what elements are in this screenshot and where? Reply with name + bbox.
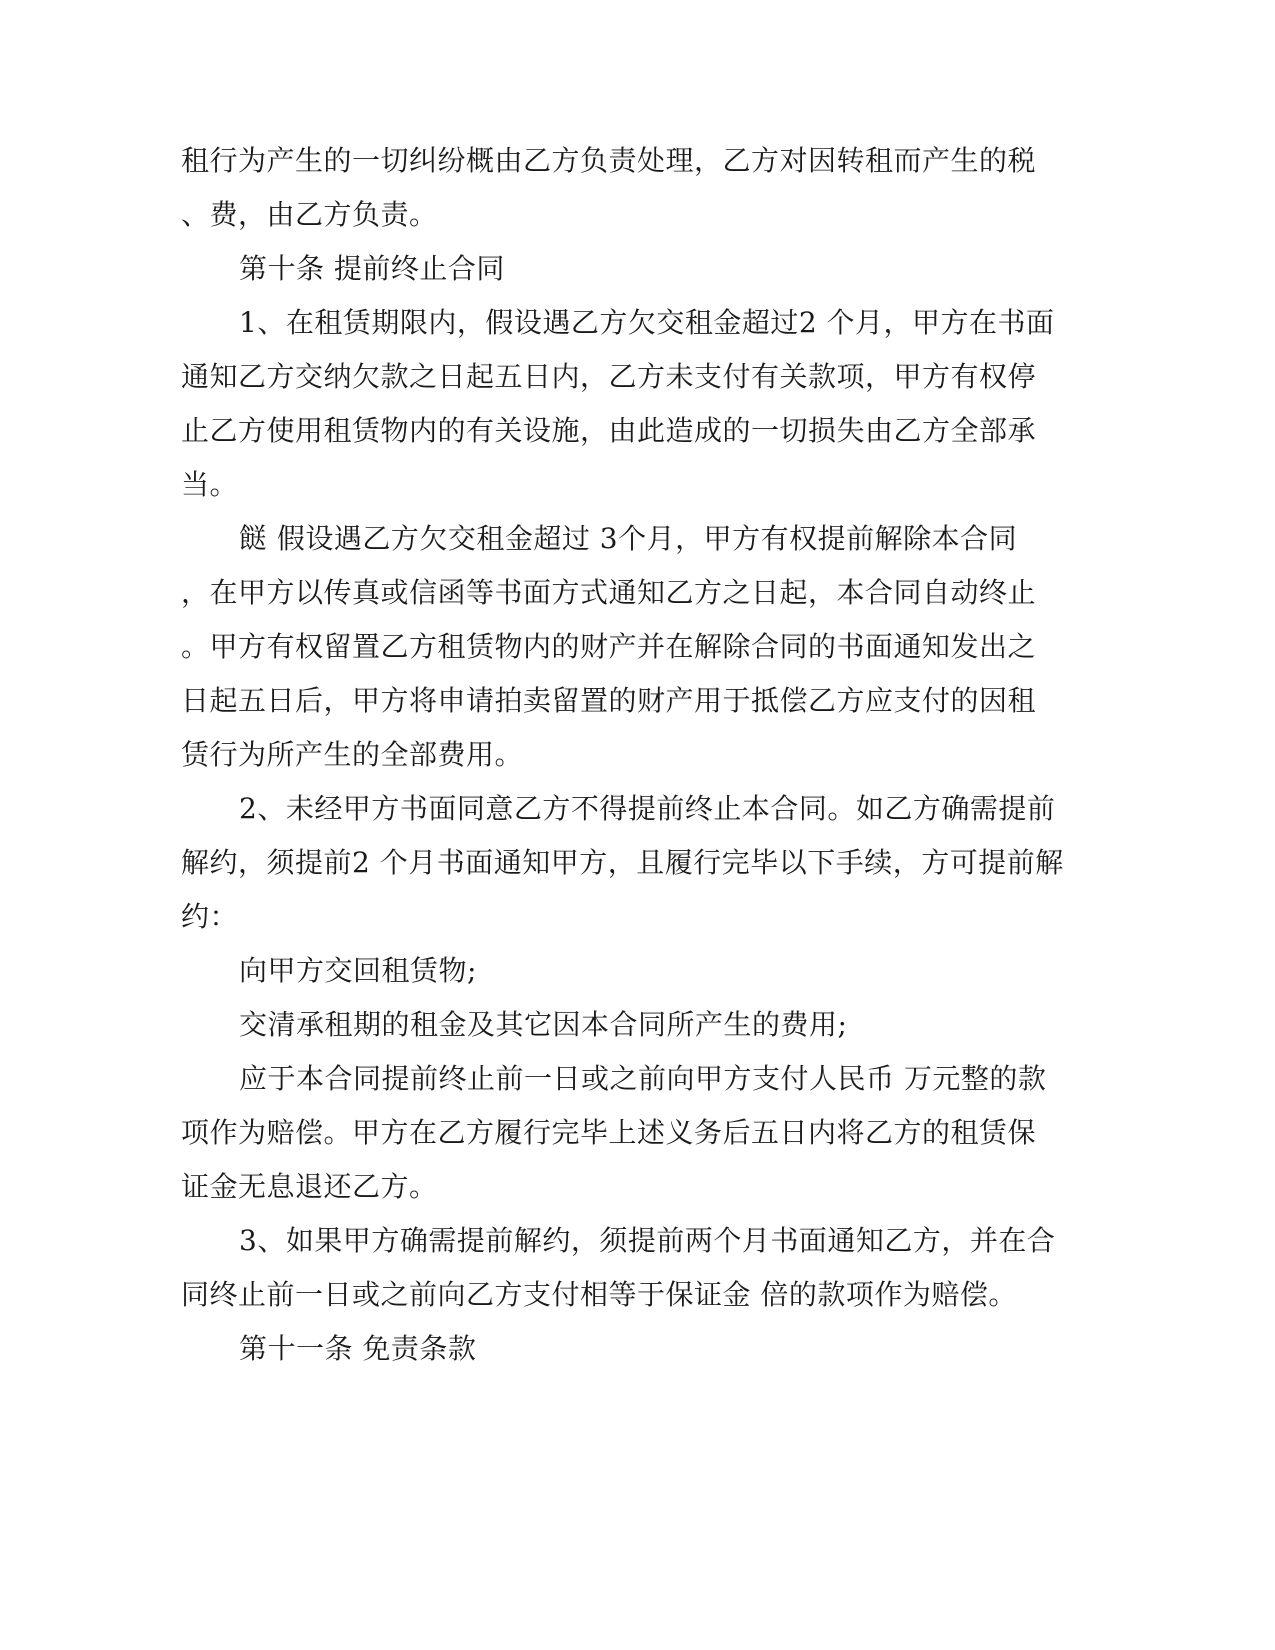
text-line: 通知乙方交纳欠款之日起五日内，乙方未支付有关款项，甲方有权停 bbox=[181, 360, 1037, 393]
text-line: 1、在租赁期限内，假设遇乙方欠交租金超过2 个月，甲方在书面 bbox=[239, 306, 1055, 339]
section-heading: 第十条 提前终止合同 bbox=[239, 252, 505, 285]
text-line: 交清承租期的租金及其它因本合同所产生的费用; bbox=[239, 1008, 848, 1041]
text-line: 向甲方交回租赁物; bbox=[239, 954, 477, 987]
section-heading: 第十一条 免责条款 bbox=[239, 1332, 477, 1365]
text-line: 同终止前一日或之前向乙方支付相等于保证金 倍的款项作为赔偿。 bbox=[181, 1278, 1017, 1311]
text-line: 租行为产生的一切纠纷概由乙方负责处理，乙方对因转租而产生的税 bbox=[181, 144, 1037, 177]
text-line: 解约，须提前2 个月书面通知甲方，且履行完毕以下手续，方可提前解 bbox=[181, 846, 1064, 879]
text-line: 3、如果甲方确需提前解约，须提前两个月书面通知乙方，并在合 bbox=[239, 1224, 1056, 1257]
document-page bbox=[181, 134, 1064, 1376]
text-line: 、费，由乙方负责。 bbox=[181, 198, 438, 231]
text-line: 餸 假设遇乙方欠交租金超过 3个月，甲方有权提前解除本合同 bbox=[239, 522, 1018, 555]
text-line: 止乙方使用租赁物内的有关设施，由此造成的一切损失由乙方全部承 bbox=[181, 414, 1037, 447]
text-line: 约： bbox=[181, 900, 239, 933]
text-line: 2、未经甲方书面同意乙方不得提前终止本合同。如乙方确需提前 bbox=[239, 792, 1056, 825]
text-line: ，在甲方以传真或信函等书面方式通知乙方之日起，本合同自动终止 bbox=[181, 576, 1037, 609]
text-line: 赁行为所产生的全部费用。 bbox=[181, 738, 524, 771]
text-line: 项作为赔偿。甲方在乙方履行完毕上述义务后五日内将乙方的租赁保 bbox=[181, 1116, 1037, 1149]
text-line: 当。 bbox=[181, 468, 239, 501]
text-line: 日起五日后，甲方将申请拍卖留置的财产用于抵偿乙方应支付的因租 bbox=[181, 684, 1037, 717]
text-line: 证金无息退还乙方。 bbox=[181, 1170, 438, 1203]
text-line: 应于本合同提前终止前一日或之前向甲方支付人民币 万元整的款 bbox=[239, 1062, 1047, 1095]
text-line: 。甲方有权留置乙方租赁物内的财产并在解除合同的书面通知发出之 bbox=[181, 630, 1037, 663]
